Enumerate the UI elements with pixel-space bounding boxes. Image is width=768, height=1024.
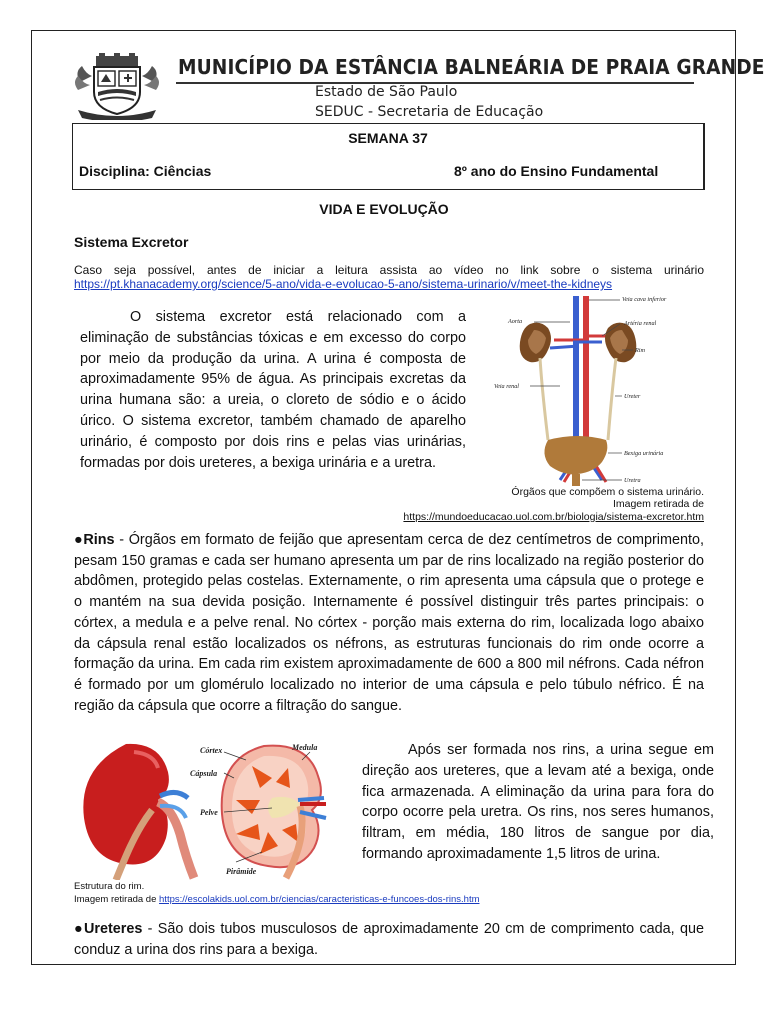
paragraph-kidneys-text: - Órgãos em formato de feijão que apresentam cerca de dez centímetros de comprimento, pesam 150 gramas e cada ser humano apresenta um par de rins localizado na região posterior do abdômen, protegido pelas costelas. Externamente, o rim apresenta uma cápsula que o protege e o mantém na sua devida posição. Internamente é possível distinguir três partes principais: o córtex, a medula e a pelve renal. No córtex - porção mais externa do rim, localizada logo abaixo da cápsula renal estão localizados os néfrons, as estruturas funcionais do rim onde ocorre a formação da urina. Em cada rim existem aproximadamente de 600 a 800 mil néfrons. Cada néfron é formado por um glomérulo localizado no interior de uma cápsula e pelo túbulo néfrico. É na região da cápsula que ocorre a filtração do sangue. — [74, 532, 704, 714]
label-pyramid: Pirâmide — [226, 867, 257, 876]
video-link[interactable]: https://pt.khanacademy.org/science/5-ano/vida-e-evolucao-5-ano/sistema-urinario/v/meet-the-kidneys — [74, 277, 613, 291]
urinary-system-figure — [490, 290, 715, 488]
label-urethra: Uretra — [624, 477, 641, 484]
paragraph-text: O sistema excretor está relacionado com a eliminação de substâncias tóxicas e em excesso do corpo por meio da produção da urina. A urina é composta de aproximadamente 95% de água. As principais excretas da urina humana são: a ureia, o cloreto de sódio e o ácido úrico. O sistema excretor, também chamado de aparelho urinário, é composto por dois rins e pelas vias urinárias, formadas por dois ureteres, a bexiga urinária e a uretra. — [80, 309, 466, 471]
kidney-structure-figure — [76, 738, 332, 880]
municipal-crest-icon — [72, 52, 162, 120]
label-renal-artery: Artéria renal — [624, 320, 657, 327]
label-pelvis: Pelve — [200, 808, 218, 817]
label-aorta: Aorta — [508, 318, 523, 325]
intro-text: Caso seja possível, antes de iniciar a leitura assista ao vídeo no link sobre o sistema urinário — [74, 263, 704, 277]
kidney-external-illustration — [83, 744, 194, 880]
state-name: Estado de São Paulo — [315, 84, 458, 100]
label-medulla: Medula — [292, 743, 318, 752]
info-box — [72, 123, 705, 190]
topic-subtitle: Sistema Excretor — [74, 234, 189, 250]
paragraph-ureters-text: - São dois tubos musculosos de aproximadamente 20 cm de comprimento cada, que conduz a urina dos rins para a bexiga. — [74, 921, 704, 958]
label-bladder: Bexiga urinária — [624, 450, 664, 457]
week-label: SEMANA 37 — [348, 130, 428, 146]
label-kidney: Rim — [635, 347, 645, 354]
paragraph-ureters — [74, 919, 704, 960]
paragraph-urine-path — [362, 740, 714, 865]
label-capsule: Cápsula — [190, 769, 218, 778]
discipline-label: Disciplina: Ciências — [79, 163, 212, 179]
municipality-name: MUNICÍPIO DA ESTÂNCIA BALNEÁRIA DE PRAIA GRANDE — [178, 55, 765, 79]
label-cortex: Córtex — [200, 746, 223, 755]
bullet-kidneys: ●Rins — [74, 532, 115, 548]
figure2-source — [74, 894, 480, 905]
figure1-source-prefix: Imagem retirada de — [612, 498, 704, 511]
figure1-caption-text: Órgãos que compõem o sistema urinário. — [511, 486, 704, 498]
paragraph-excretory-system — [80, 307, 466, 473]
paragraph-kidneys — [74, 530, 704, 716]
department-name: SEDUC - Secretaria de Educação — [315, 104, 544, 120]
section-title: VIDA E EVOLUÇÃO — [319, 201, 449, 217]
figure1-source-link[interactable]: https://mundoeducacao.uol.com.br/biologia/sistema-excretor.htm — [403, 510, 704, 523]
label-vena-cava: Veia cava inferior — [622, 296, 667, 303]
figure2-source-prefix: Imagem retirada de — [74, 894, 160, 905]
label-ureter: Ureter — [624, 393, 641, 400]
label-renal-vein: Veia renal — [494, 383, 520, 390]
figure2-caption: Estrutura do rim. — [74, 881, 145, 892]
grade-label: 8º ano do Ensino Fundamental — [454, 163, 659, 179]
paragraph-urine-path-text: Após ser formada nos rins, a urina segue em direção aos ureteres, que a levam até a bexiga, onde fica armazenada. A eliminação da urina para fora do corpo ocorre pela uretra. Os rins, nos seres humanos, filtram, em média, 180 litros de sangue por dia, formando aproximadamente 1,5 litros de urina. — [362, 742, 714, 862]
figure2-source-link[interactable]: https://escolakids.uol.com.br/ciencias/caracteristicas-e-funcoes-dos-rins.htm — [159, 894, 480, 905]
figure1-caption — [400, 486, 704, 523]
bullet-ureters: ●Ureteres — [74, 921, 143, 937]
kidney-section-illustration — [222, 746, 326, 878]
